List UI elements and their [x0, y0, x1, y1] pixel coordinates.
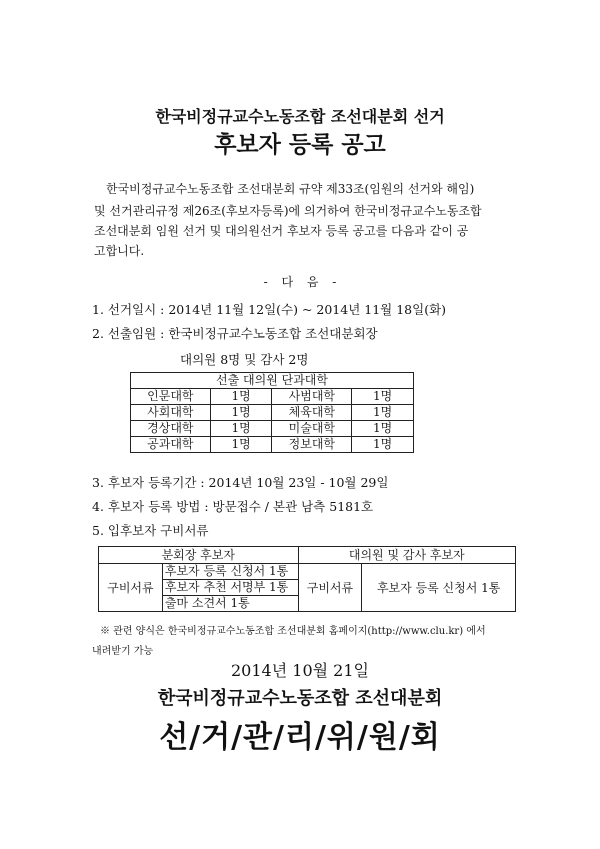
table-row [131, 405, 414, 421]
college-name: 공과대학 [131, 437, 211, 453]
documents-label: 구비서류 [99, 564, 163, 612]
college-count: 1명 [352, 437, 414, 453]
required-documents-table [98, 546, 516, 612]
intro-line-2: 및 선거관리규정 제26조(후보자등록)에 의거하여 한국비정규교수노동조합 [94, 204, 482, 218]
college-name: 사범대학 [272, 389, 352, 405]
intro-line-3: 조선대분회 임원 선거 및 대의원선거 후보자 등록 공고를 다음과 같이 공 [94, 224, 469, 238]
table-header-row [99, 547, 516, 564]
college-representative-table [130, 372, 414, 453]
intro-line-1: 한국비정규교수노동조합 조선대분회 규약 제33조(임원의 선거와 해임) [106, 182, 475, 196]
form-download-note-2: 내려받기 가능 [92, 646, 154, 657]
college-name: 사회대학 [131, 405, 211, 421]
intro-line-4: 고합니다. [94, 244, 145, 258]
table-header: 선출 대의원 단과대학 [131, 373, 414, 389]
college-name: 체육대학 [272, 405, 352, 421]
table-row [99, 564, 516, 580]
item-required-documents: 5. 입후보자 구비서류 [92, 523, 209, 538]
document-item: 후보자 등록 신청서 1통 [162, 564, 298, 580]
form-download-note: ※ 관련 양식은 한국비정규교수노동조합 조선대분회 홈페이지(http://www.clu.kr) 에서 [100, 626, 486, 637]
item-positions: 2. 선출임원 : 한국비정규교수노동조합 조선대분회장 [92, 326, 378, 341]
document-item: 출마 소견서 1통 [162, 596, 298, 612]
election-header: 한국비정규교수노동조합 조선대분회 선거 [155, 107, 445, 126]
document-item: 후보자 추천 서명부 1통 [162, 580, 298, 596]
item-election-date: 1. 선거일시 : 2014년 11월 12일(수) ~ 2014년 11월 18일(화) [92, 302, 447, 317]
organization-name: 한국비정규교수노동조합 조선대분회 [157, 688, 443, 709]
college-count: 1명 [352, 405, 414, 421]
college-count: 1명 [352, 421, 414, 437]
college-count: 1명 [210, 389, 272, 405]
college-count: 1명 [210, 437, 272, 453]
college-name: 경상대학 [131, 421, 211, 437]
college-name: 정보대학 [272, 437, 352, 453]
election-committee: 선/거/관/리/위/원/회 [159, 720, 441, 755]
item-registration-method: 4. 후보자 등록 방법 : 방문접수 / 본관 남측 5181호 [92, 499, 374, 514]
notice-date: 2014년 10월 21일 [231, 661, 369, 680]
table-row [131, 389, 414, 405]
table-row [131, 437, 414, 453]
documents-label: 구비서류 [298, 564, 362, 612]
college-count: 1명 [210, 421, 272, 437]
section-divider: - 다 음 - [263, 275, 337, 289]
table-header-row [131, 373, 414, 389]
college-count: 1명 [352, 389, 414, 405]
table-row [131, 421, 414, 437]
college-name: 인문대학 [131, 389, 211, 405]
page-title: 후보자 등록 공고 [214, 132, 386, 158]
branch-head-candidate-header: 분회장 후보자 [99, 547, 299, 564]
college-name: 미술대학 [272, 421, 352, 437]
item-registration-period: 3. 후보자 등록기간 : 2014년 10월 23일 - 10월 29일 [92, 475, 389, 490]
item-positions-sub: 대의원 8명 및 감사 2명 [180, 352, 309, 367]
document-item: 후보자 등록 신청서 1통 [362, 564, 516, 612]
college-count: 1명 [210, 405, 272, 421]
delegate-candidate-header: 대의원 및 감사 후보자 [298, 547, 515, 564]
